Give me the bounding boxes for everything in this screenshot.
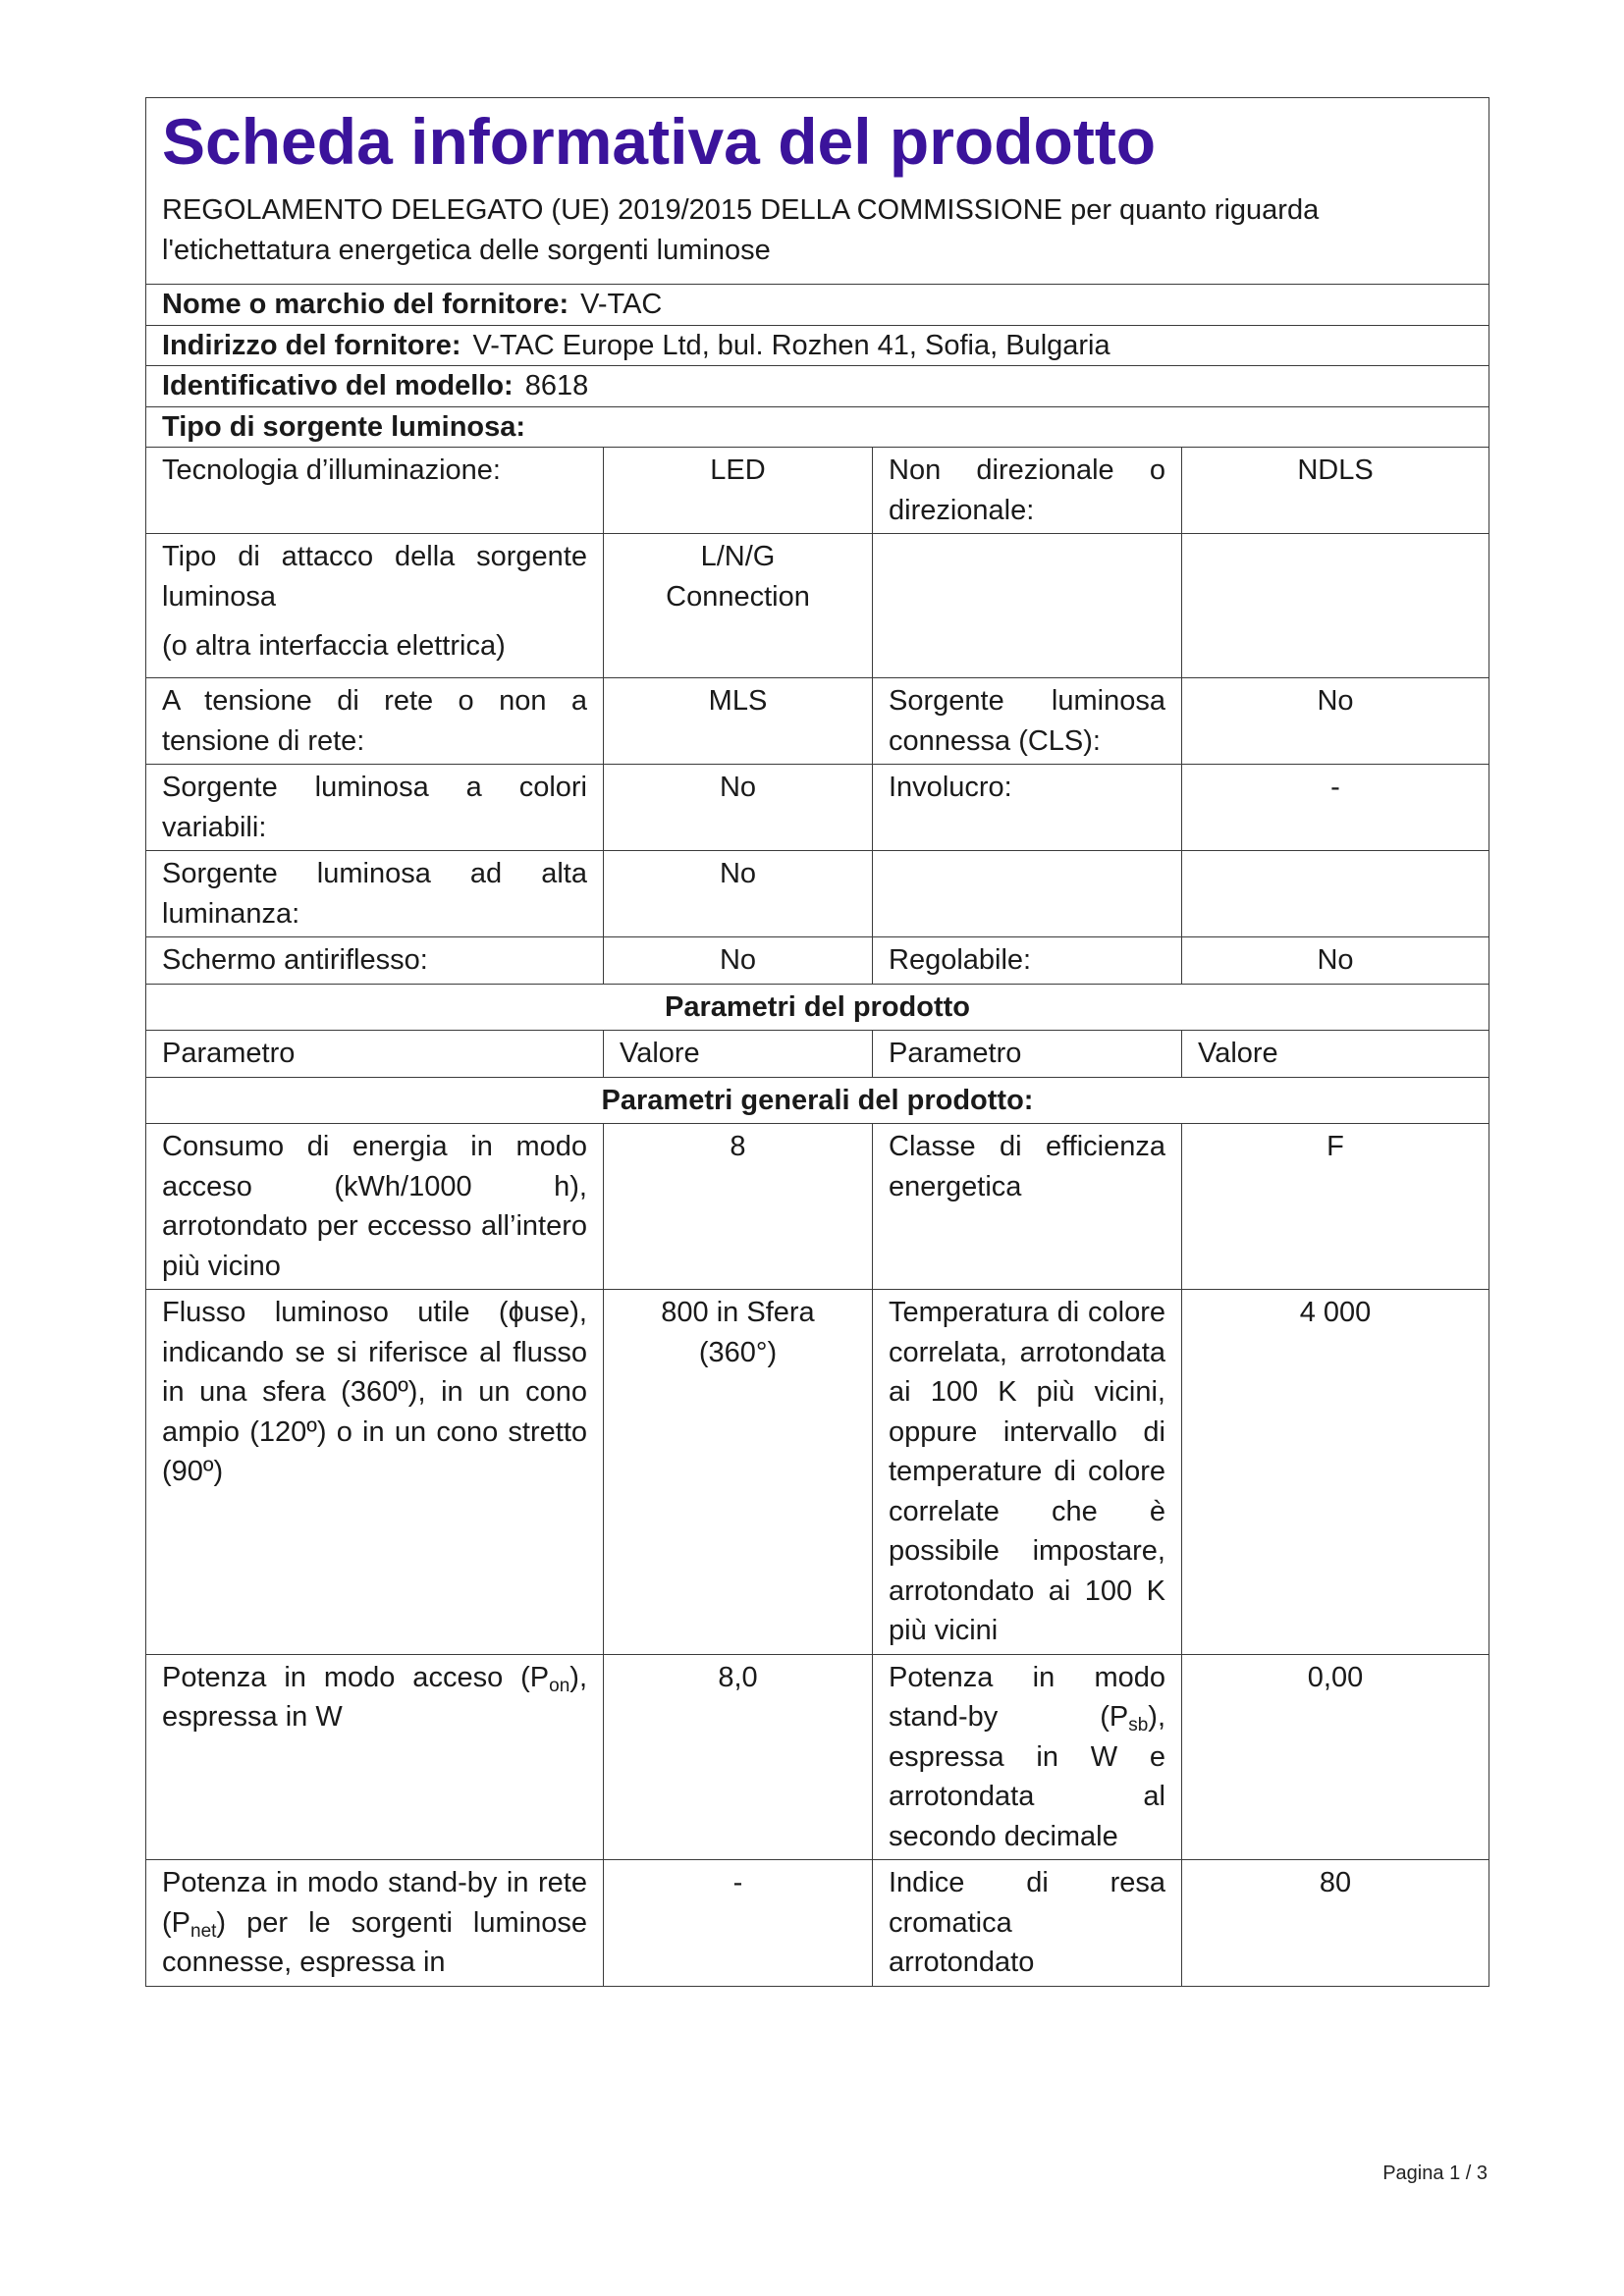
empty-cell <box>873 534 1182 678</box>
product-information-sheet <box>145 97 1489 1987</box>
cap-type-value: L/N/G Connection <box>604 534 873 678</box>
high-luminance-value: No <box>604 851 873 937</box>
supplier-name-row <box>146 285 1489 326</box>
cap-type-label-extra: (o altra interfaccia elettrica) <box>162 630 506 662</box>
column-header-row <box>146 1031 1489 1078</box>
col-header-parametro: Parametro <box>873 1031 1182 1078</box>
section-header-row <box>146 984 1489 1031</box>
page-label: Pagina <box>1382 2163 1444 2184</box>
empty-cell <box>873 851 1182 937</box>
table-row <box>146 1654 1489 1860</box>
supplier-address-label: Indirizzo del fornitore: <box>162 329 461 361</box>
colour-tunable-value: No <box>604 765 873 851</box>
anti-glare-label: Schermo antiriflesso: <box>146 937 604 985</box>
table-row <box>146 937 1489 985</box>
general-params-header: Parametri generali del prodotto: <box>146 1077 1489 1124</box>
product-params-header: Parametri del prodotto <box>146 984 1489 1031</box>
supplier-name-label: Nome o marchio del fornitore: <box>162 289 569 320</box>
networked-standby-value: - <box>604 1860 873 1987</box>
mains-value: MLS <box>604 678 873 765</box>
energy-consumption-label: Consumo di energia in modo acceso (kWh/1000 h), arrotondato per eccesso all’intero più vicino <box>146 1124 604 1290</box>
connected-label: Sorgente luminosa connessa (CLS): <box>873 678 1182 765</box>
table-row <box>146 1290 1489 1655</box>
colour-tunable-label: Sorgente luminosa a colori variabili: <box>146 765 604 851</box>
regulation-text: REGOLAMENTO DELEGATO (UE) 2019/2015 DELLA COMMISSIONE per quanto riguarda l'etichettatura energetica delle sorgenti luminose <box>162 194 1320 266</box>
col-header-valore: Valore <box>604 1031 873 1078</box>
directional-label: Non direzionale o direzionale: <box>873 448 1182 534</box>
table-row <box>146 534 1489 678</box>
luminous-flux-value: 800 in Sfera (360°) <box>604 1290 873 1655</box>
standby-power-value: 0,00 <box>1182 1654 1489 1860</box>
colour-temperature-value: 4 000 <box>1182 1290 1489 1655</box>
luminous-flux-label: Flusso luminoso utile (ɸuse), indicando se si riferisce al flusso in una sfera (360º), in un cono ampio (120º) o in un cono stretto (90º) <box>146 1290 604 1655</box>
page-separator: / <box>1465 2163 1472 2184</box>
col-header-valore: Valore <box>1182 1031 1489 1078</box>
model-id-value: 8618 <box>524 370 589 401</box>
technology-value: LED <box>604 448 873 534</box>
dimmable-value: No <box>1182 937 1489 985</box>
empty-cell <box>1182 851 1489 937</box>
dimmable-label: Regolabile: <box>873 937 1182 985</box>
page-number <box>1382 2163 1488 2185</box>
cap-type-label: Tipo di attacco della sorgente luminosa <box>162 541 587 613</box>
empty-cell <box>1182 534 1489 678</box>
envelope-label: Involucro: <box>873 765 1182 851</box>
supplier-address-row <box>146 325 1489 366</box>
supplier-address-value: V-TAC Europe Ltd, bul. Rozhen 41, Sofia, Bulgaria <box>472 329 1110 361</box>
directional-value: NDLS <box>1182 448 1489 534</box>
energy-class-label: Classe di efficienza energetica <box>873 1124 1182 1290</box>
colour-temperature-label: Temperatura di colore correlata, arrotondata ai 100 K più vicini, oppure intervallo di temperature di colore correlate che è possibile impostare, arrotondato ai 100 K più vicini <box>873 1290 1182 1655</box>
networked-standby-label: Potenza in modo stand-by in rete $(P_{net})$ per le sorgenti luminose connesse, espressa in <box>146 1860 604 1987</box>
table-row <box>146 851 1489 937</box>
page-title: Scheda informativa del prodotto <box>162 105 1157 178</box>
light-source-type-label: Tipo di sorgente luminosa: <box>162 410 526 443</box>
on-mode-power-label: Potenza in modo acceso $(P_{on})$, espressa in W <box>146 1654 604 1860</box>
col-header-parametro: Parametro <box>146 1031 604 1078</box>
page-current: 1 <box>1449 2163 1461 2184</box>
section-header-row <box>146 1077 1489 1124</box>
model-id-row <box>146 366 1489 407</box>
technology-label: Tecnologia d’illuminazione: <box>146 448 604 534</box>
cri-label: Indice di resa cromatica arrotondato <box>873 1860 1182 1987</box>
envelope-value: - <box>1182 765 1489 851</box>
model-id-label: Identificativo del modello: <box>162 370 514 401</box>
cri-value: 80 <box>1182 1860 1489 1987</box>
table-row <box>146 765 1489 851</box>
connected-value: No <box>1182 678 1489 765</box>
mains-label: A tensione di rete o non a tensione di rete: <box>146 678 604 765</box>
high-luminance-label: Sorgente luminosa ad alta luminanza: <box>146 851 604 937</box>
energy-class-value: F <box>1182 1124 1489 1290</box>
title-row <box>146 98 1489 285</box>
table-row <box>146 1860 1489 1987</box>
page-total: 3 <box>1476 2163 1488 2184</box>
table-row <box>146 1124 1489 1290</box>
table-row <box>146 678 1489 765</box>
on-mode-power-value: 8,0 <box>604 1654 873 1860</box>
energy-consumption-value: 8 <box>604 1124 873 1290</box>
anti-glare-value: No <box>604 937 873 985</box>
supplier-name-value: V-TAC <box>580 289 663 320</box>
product-sheet-table <box>145 97 1489 1987</box>
table-row <box>146 448 1489 534</box>
standby-power-label: Potenza in modo stand-by $(P_{sb})$, espressa in W e arrotondata al secondo decimale <box>873 1654 1182 1860</box>
light-source-type-row <box>146 406 1489 448</box>
